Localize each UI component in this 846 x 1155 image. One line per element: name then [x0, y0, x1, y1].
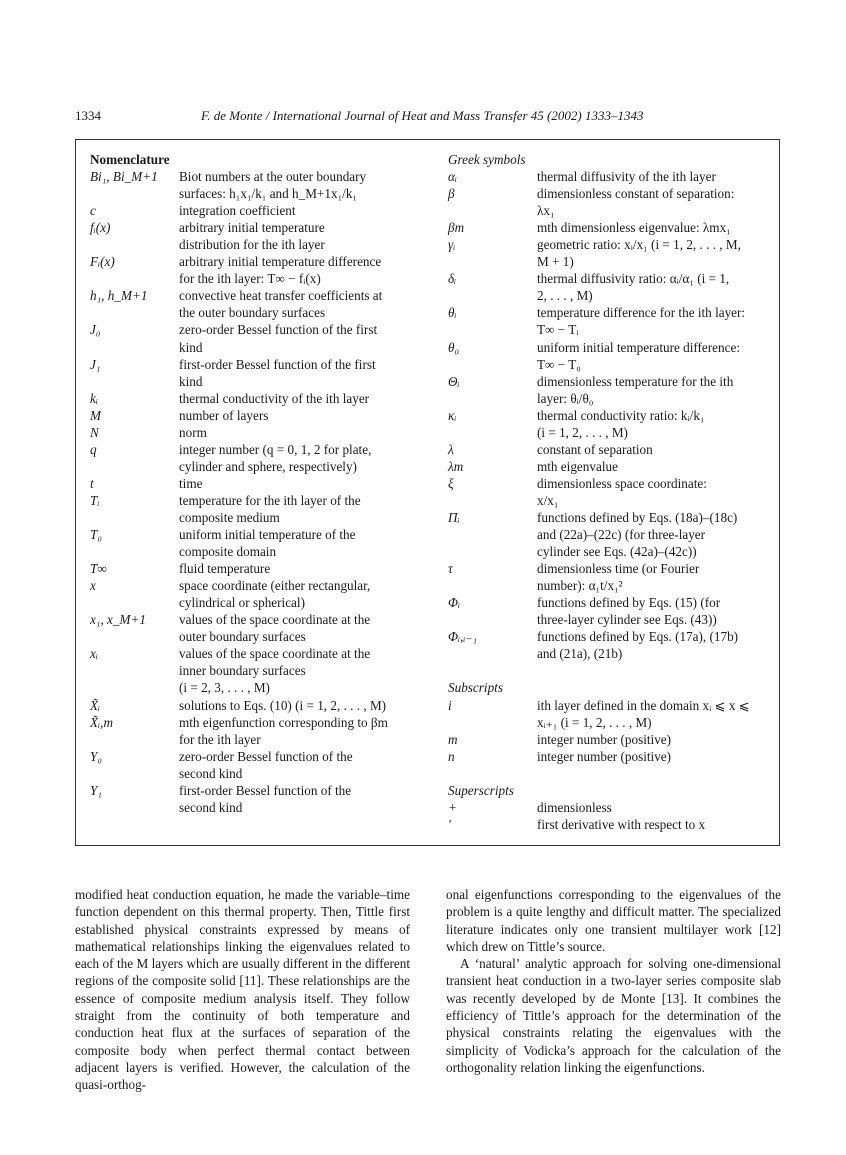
nomenclature-definition: solutions to Eqs. (10) (i = 1, 2, . . . , M)	[179, 697, 387, 713]
nomenclature-entry	[90, 560, 435, 577]
nomenclature-entry	[90, 168, 435, 185]
nomenclature-symbol	[448, 765, 537, 782]
nomenclature-definition: λx₁	[537, 203, 555, 219]
nomenclature-symbol	[448, 202, 537, 219]
nomenclature-entry	[448, 202, 768, 219]
nomenclature-definition: functions defined by Eqs. (17a), (17b)	[537, 629, 739, 645]
nomenclature-entry	[90, 253, 435, 270]
nomenclature-definition: cylindrical or spherical)	[179, 595, 305, 611]
nomenclature-entry	[448, 526, 768, 543]
nomenclature-definition: T∞ − T₀	[537, 356, 581, 372]
nomenclature-symbol: Y₀	[90, 748, 102, 764]
nomenclature-title: Nomenclature	[90, 152, 170, 167]
nomenclature-entry	[90, 236, 435, 253]
nomenclature-definition: (i = 1, 2, . . . , M)	[537, 424, 628, 440]
nomenclature-entry	[448, 407, 768, 424]
nomenclature-entry	[448, 628, 768, 645]
nomenclature-symbol: Fᵢ(x)	[90, 254, 115, 270]
nomenclature-entry	[448, 185, 768, 202]
nomenclature-definition: second kind	[179, 799, 243, 815]
nomenclature-entry	[448, 475, 768, 492]
nomenclature-entry	[90, 543, 435, 560]
nomenclature-symbol: ′	[448, 816, 451, 832]
nomenclature-symbol: X̃ᵢ	[90, 697, 101, 713]
body-column-right	[446, 886, 781, 1076]
nomenclature-symbol	[448, 321, 537, 338]
nomenclature-definition: and (22a)–(22c) (for three-layer	[537, 527, 706, 543]
nomenclature-entry	[448, 645, 768, 662]
nomenclature-entry	[90, 509, 435, 526]
nomenclature-entry	[90, 748, 435, 765]
nomenclature-entry	[448, 441, 768, 458]
nomenclature-entry	[90, 424, 435, 441]
nomenclature-entry	[90, 356, 435, 373]
nomenclature-symbol	[90, 236, 179, 253]
nomenclature-symbol	[90, 765, 179, 782]
nomenclature-symbol: m	[448, 731, 458, 747]
nomenclature-symbol	[90, 628, 179, 645]
nomenclature-symbol: β	[448, 186, 455, 202]
nomenclature-symbol: κᵢ	[448, 407, 457, 423]
nomenclature-entry	[90, 714, 435, 731]
nomenclature-definition: surfaces: h₁x₁/k₁ and h_M+1x₁/k₁	[179, 186, 358, 202]
nomenclature-entry	[90, 475, 435, 492]
nomenclature-definition: ith layer defined in the domain xᵢ ⩽ x ⩽	[537, 697, 750, 713]
nomenclature-symbol	[90, 799, 179, 816]
nomenclature-definition: 2, . . . , M)	[537, 288, 593, 304]
nomenclature-entry	[448, 236, 768, 253]
nomenclature-symbol: fᵢ(x)	[90, 220, 111, 236]
nomenclature-entry	[448, 492, 768, 509]
nomenclature-entry	[90, 662, 435, 679]
nomenclature-symbol	[448, 492, 537, 509]
nomenclature-definition: composite domain	[179, 544, 277, 560]
nomenclature-definition: x/x₁	[537, 492, 559, 508]
nomenclature-entry	[448, 287, 768, 304]
nomenclature-definition: xᵢ₊₁ (i = 1, 2, . . . , M)	[537, 714, 652, 730]
nomenclature-entry	[90, 219, 435, 236]
nomenclature-entry	[90, 697, 435, 714]
paragraph: onal eigenfunctions corresponding to the eigenvalues of the problem is a quite lengthy and difficult matter. The specialized literature indicates only one transient multilayer work [12] which drew on Tittle’s source.	[446, 887, 781, 954]
section-heading: Subscripts	[448, 680, 503, 696]
nomenclature-definition: Biot numbers at the outer boundary	[179, 169, 367, 185]
nomenclature-entry	[90, 270, 435, 287]
nomenclature-definition: integer number (positive)	[537, 731, 672, 747]
nomenclature-symbol: kᵢ	[90, 390, 98, 406]
nomenclature-entry	[448, 697, 768, 714]
nomenclature-definition: number of layers	[179, 407, 269, 423]
paragraph: A ‘natural’ analytic approach for solving one-dimensional transient heat conduction in a two-layer series composite slab was recently developed by de Monte [13]. It combines the efficiency of Tittle’s approach for the determination of the physical constraints relating the eigenvalues with the simplicity of Vodicka’s approach for the calculation of the orthogonality relation linking the eigenfunctions.	[446, 956, 781, 1075]
nomenclature-definition: integer number (q = 0, 1, 2 for plate,	[179, 441, 372, 457]
nomenclature-definition: second kind	[179, 765, 243, 781]
nomenclature-entry	[90, 441, 435, 458]
nomenclature-entry	[448, 373, 768, 390]
nomenclature-symbol: θᵢ	[448, 305, 457, 321]
nomenclature-definition: first-order Bessel function of the	[179, 782, 352, 798]
nomenclature-symbol: t	[90, 475, 94, 491]
nomenclature-symbol	[448, 424, 537, 441]
nomenclature-entry	[90, 679, 435, 696]
nomenclature-definition: M + 1)	[537, 254, 574, 270]
nomenclature-symbol: Φᵢ,ᵢ₋₁	[448, 629, 478, 645]
paragraph: modified heat conduction equation, he made the variable–time function dependent on this thermal property. Then, Tittle first established physical constraints expressed by means of mathematical relationships linking the eigenvalues related to each of the M layers which are usually different in the different regions of the composite solid [11]. These relationships are the essence of composite medium analysis itself. They follow straight from the continuity of both temperature and conduction heat flux at the surfaces of separation of the composite body when perfect thermal contact between adjacent layers is verified. However, the calculation of the quasi-orthog-	[75, 887, 410, 1093]
nomenclature-entry	[448, 509, 768, 526]
nomenclature-entry	[448, 611, 768, 628]
nomenclature-symbol: λ	[448, 441, 454, 457]
nomenclature-entry	[90, 407, 435, 424]
nomenclature-entry	[448, 270, 768, 287]
nomenclature-entry	[90, 304, 435, 321]
nomenclature-definition: dimensionless space coordinate:	[537, 475, 707, 491]
nomenclature-definition: time	[179, 475, 203, 491]
nomenclature-definition: layer: θᵢ/θ₀	[537, 390, 594, 406]
nomenclature-definition: the outer boundary surfaces	[179, 305, 326, 321]
nomenclature-symbol: θ₀	[448, 339, 460, 355]
nomenclature-symbol	[448, 714, 537, 731]
nomenclature-symbol	[448, 611, 537, 628]
nomenclature-definition: values of the space coordinate at the	[179, 612, 371, 628]
nomenclature-symbol	[90, 339, 179, 356]
nomenclature-definition: inner boundary surfaces	[179, 663, 306, 679]
nomenclature-symbol	[90, 270, 179, 287]
body-column-left	[75, 886, 410, 1094]
nomenclature-symbol: Θᵢ	[448, 373, 460, 389]
nomenclature-symbol: N	[90, 424, 99, 440]
nomenclature-entry	[448, 560, 768, 577]
nomenclature-definition: convective heat transfer coefficients at	[179, 288, 383, 304]
nomenclature-entry	[90, 782, 435, 799]
nomenclature-definition: cylinder and sphere, respectively)	[179, 458, 357, 474]
nomenclature-entry	[448, 799, 768, 816]
nomenclature-symbol: x₁, x_M+1	[90, 612, 146, 628]
nomenclature-entry	[90, 628, 435, 645]
nomenclature-entry	[90, 458, 435, 475]
nomenclature-right-column	[448, 151, 768, 833]
nomenclature-definition: dimensionless constant of separation:	[537, 186, 735, 202]
nomenclature-definition: zero-order Bessel function of the first	[179, 322, 378, 338]
nomenclature-definition: thermal diffusivity ratio: αᵢ/α₁ (i = 1,	[537, 271, 730, 287]
nomenclature-definition: integer number (positive)	[537, 748, 672, 764]
nomenclature-symbol: h₁, h_M+1	[90, 288, 148, 304]
nomenclature-entry	[90, 321, 435, 338]
nomenclature-entry	[448, 253, 768, 270]
nomenclature-entry	[448, 321, 768, 338]
nomenclature-entry	[90, 185, 435, 202]
nomenclature-symbol	[90, 662, 179, 679]
nomenclature-entry	[448, 339, 768, 356]
nomenclature-symbol: Φᵢ	[448, 595, 461, 611]
nomenclature-entry	[448, 424, 768, 441]
nomenclature-definition: first derivative with respect to x	[537, 816, 706, 832]
nomenclature-symbol	[90, 509, 179, 526]
nomenclature-definition: distribution for the ith layer	[179, 237, 325, 253]
nomenclature-entry	[90, 594, 435, 611]
nomenclature-entry	[448, 662, 768, 679]
nomenclature-symbol: Y₁	[90, 782, 102, 798]
nomenclature-entry	[90, 731, 435, 748]
nomenclature-box	[75, 139, 780, 846]
nomenclature-definition: mth dimensionless eigenvalue: λmx₁	[537, 220, 731, 236]
nomenclature-definition: dimensionless temperature for the ith	[537, 373, 734, 389]
nomenclature-definition: zero-order Bessel function of the	[179, 748, 353, 764]
nomenclature-definition: mth eigenvalue	[537, 458, 618, 474]
nomenclature-definition: and (21a), (21b)	[537, 646, 623, 662]
nomenclature-symbol: M	[90, 407, 101, 423]
nomenclature-entry	[448, 168, 768, 185]
nomenclature-definition: constant of separation	[537, 441, 653, 457]
section-heading: Greek symbols	[448, 152, 526, 167]
nomenclature-entry	[90, 577, 435, 594]
nomenclature-symbol	[448, 543, 537, 560]
nomenclature-symbol	[448, 645, 537, 662]
nomenclature-definition: functions defined by Eqs. (18a)–(18c)	[537, 509, 738, 525]
nomenclature-symbol	[448, 287, 537, 304]
nomenclature-definition: arbitrary initial temperature	[179, 220, 325, 236]
nomenclature-definition: for the ith layer: T∞ − fᵢ(x)	[179, 271, 321, 287]
nomenclature-symbol	[448, 577, 537, 594]
nomenclature-symbol: J₀	[90, 322, 101, 338]
nomenclature-definition: dimensionless time (or Fourier	[537, 561, 700, 577]
nomenclature-entry	[448, 543, 768, 560]
nomenclature-definition: cylinder see Eqs. (42a)–(42c))	[537, 544, 697, 560]
nomenclature-entry	[448, 594, 768, 611]
nomenclature-symbol	[90, 679, 179, 696]
nomenclature-symbol: q	[90, 441, 97, 457]
nomenclature-definition: values of the space coordinate at the	[179, 646, 371, 662]
nomenclature-entry	[448, 765, 768, 782]
nomenclature-entry	[448, 714, 768, 731]
nomenclature-entry	[90, 390, 435, 407]
nomenclature-entry	[90, 202, 435, 219]
nomenclature-definition: three-layer cylinder see Eqs. (43))	[537, 612, 717, 628]
nomenclature-entry	[448, 390, 768, 407]
nomenclature-definition: uniform initial temperature difference:	[537, 339, 740, 355]
nomenclature-entry	[90, 287, 435, 304]
nomenclature-symbol: J₁	[90, 356, 101, 372]
nomenclature-definition: norm	[179, 424, 207, 440]
nomenclature-entry	[448, 219, 768, 236]
nomenclature-definition: kind	[179, 373, 203, 389]
nomenclature-symbol	[90, 185, 179, 202]
nomenclature-symbol: λm	[448, 458, 464, 474]
nomenclature-symbol: xᵢ	[90, 646, 98, 662]
nomenclature-symbol: T∞	[90, 561, 107, 577]
nomenclature-symbol	[90, 373, 179, 390]
nomenclature-symbol: δᵢ	[448, 271, 457, 287]
nomenclature-definition: integration coefficient	[179, 203, 296, 219]
nomenclature-definition: composite medium	[179, 509, 280, 525]
nomenclature-entry	[448, 679, 768, 696]
nomenclature-symbol: αᵢ	[448, 169, 458, 185]
nomenclature-entry	[448, 356, 768, 373]
nomenclature-entry	[448, 151, 768, 168]
section-heading: Superscripts	[448, 782, 514, 798]
nomenclature-definition: dimensionless	[537, 799, 612, 815]
nomenclature-symbol	[448, 526, 537, 543]
nomenclature-symbol: ξ	[448, 475, 454, 491]
nomenclature-symbol: +	[448, 799, 457, 815]
nomenclature-symbol	[90, 731, 179, 748]
nomenclature-entry	[448, 458, 768, 475]
nomenclature-definition: temperature difference for the ith layer:	[537, 305, 746, 321]
nomenclature-symbol	[448, 253, 537, 270]
nomenclature-symbol: Πᵢ	[448, 509, 460, 525]
nomenclature-symbol: n	[448, 748, 455, 764]
nomenclature-definition: functions defined by Eqs. (15) (for	[537, 595, 721, 611]
nomenclature-definition: number): α₁t/x₁²	[537, 578, 623, 594]
nomenclature-definition: arbitrary initial temperature difference	[179, 254, 382, 270]
nomenclature-definition	[537, 662, 768, 679]
nomenclature-definition: thermal conductivity ratio: kᵢ/k₁	[537, 407, 705, 423]
nomenclature-entry	[90, 611, 435, 628]
nomenclature-entry	[90, 645, 435, 662]
nomenclature-entry	[90, 526, 435, 543]
nomenclature-symbol	[448, 390, 537, 407]
nomenclature-definition: geometric ratio: xᵢ/x₁ (i = 1, 2, . . . , M,	[537, 237, 741, 253]
nomenclature-entry	[90, 339, 435, 356]
nomenclature-definition: temperature for the ith layer of the	[179, 492, 361, 508]
nomenclature-definition	[537, 765, 768, 782]
nomenclature-definition: thermal conductivity of the ith layer	[179, 390, 370, 406]
nomenclature-symbol: τ	[448, 561, 453, 577]
nomenclature-symbol: x	[90, 578, 96, 594]
nomenclature-entry	[448, 748, 768, 765]
nomenclature-symbol: Tᵢ	[90, 492, 100, 508]
nomenclature-entry	[448, 782, 768, 799]
nomenclature-entry	[448, 304, 768, 321]
nomenclature-entry	[90, 373, 435, 390]
nomenclature-entry	[90, 492, 435, 509]
nomenclature-symbol	[90, 543, 179, 560]
nomenclature-definition: uniform initial temperature of the	[179, 527, 356, 543]
nomenclature-symbol: γᵢ	[448, 237, 456, 253]
nomenclature-entry	[90, 799, 435, 816]
nomenclature-symbol	[448, 356, 537, 373]
nomenclature-definition: (i = 2, 3, . . . , M)	[179, 680, 270, 696]
nomenclature-definition: mth eigenfunction corresponding to βm	[179, 714, 388, 730]
nomenclature-entry	[90, 765, 435, 782]
nomenclature-definition: T∞ − Tᵢ	[537, 322, 579, 338]
nomenclature-symbol: βm	[448, 220, 465, 236]
nomenclature-definition: for the ith layer	[179, 731, 261, 747]
nomenclature-definition: kind	[179, 339, 203, 355]
nomenclature-symbol: c	[90, 203, 96, 219]
nomenclature-entry	[448, 731, 768, 748]
nomenclature-symbol: i	[448, 697, 452, 713]
nomenclature-symbol	[448, 662, 537, 679]
nomenclature-symbol	[90, 304, 179, 321]
nomenclature-symbol: T₀	[90, 527, 102, 543]
nomenclature-left-column	[90, 151, 435, 816]
nomenclature-symbol: X̃ᵢ,m	[90, 714, 113, 730]
nomenclature-symbol	[90, 594, 179, 611]
nomenclature-symbol	[90, 458, 179, 475]
nomenclature-definition: fluid temperature	[179, 561, 271, 577]
nomenclature-definition: outer boundary surfaces	[179, 629, 306, 645]
nomenclature-definition: space coordinate (either rectangular,	[179, 578, 371, 594]
nomenclature-entry	[448, 577, 768, 594]
nomenclature-entry	[448, 816, 768, 833]
nomenclature-definition: thermal diffusivity of the ith layer	[537, 169, 716, 185]
nomenclature-symbol: Bi₁, Bi_M+1	[90, 169, 158, 185]
nomenclature-definition: first-order Bessel function of the first	[179, 356, 376, 372]
page-number: 1334	[75, 108, 101, 123]
journal-citation: F. de Monte / International Journal of Heat and Mass Transfer 45 (2002) 1333–1343	[201, 108, 644, 123]
